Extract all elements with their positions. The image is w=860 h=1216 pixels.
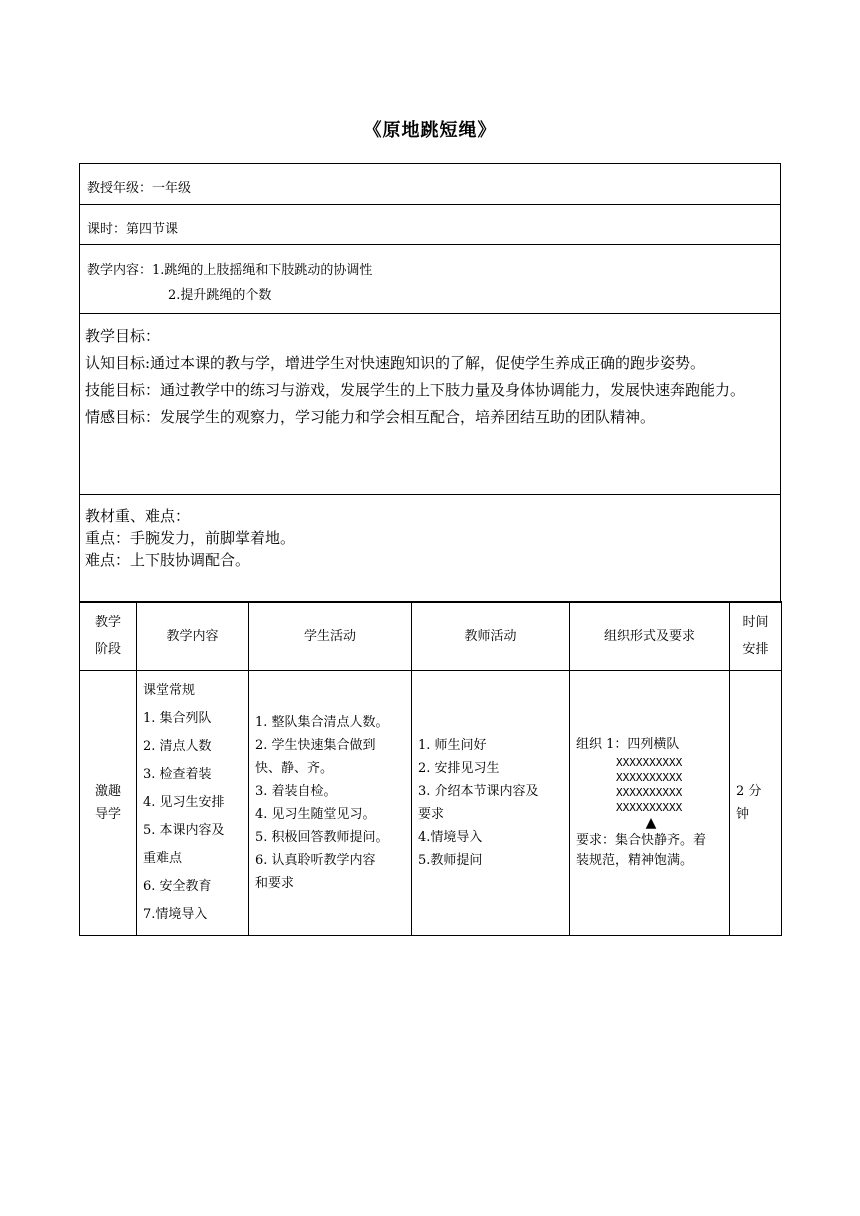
org-label: 组织 1：四列横队: [576, 737, 680, 752]
list-item: 4. 见习生安排: [143, 795, 225, 810]
content-line-2: 2.提升跳绳的个数: [168, 288, 272, 303]
list-item: 要求: [418, 807, 445, 822]
content-cell: [137, 671, 249, 936]
formation-row: XXXXXXXXXX: [616, 801, 683, 814]
lesson-plan-table: [79, 601, 782, 936]
list-item: 2. 清点人数: [143, 739, 212, 754]
list-item: 6. 认真聆听教学内容: [255, 853, 376, 868]
org-requirement-line-1: 要求：集合快静齐。着: [576, 833, 707, 848]
lesson-text: 课时：第四节课: [87, 222, 179, 237]
list-item: 4.情境导入: [418, 830, 483, 845]
list-item: 3. 着装自检。: [255, 784, 337, 799]
time-cell: [730, 671, 782, 936]
grade-text: 教授年级：一年级: [87, 181, 192, 196]
header-org: 组织形式及要求: [570, 602, 730, 671]
header-student: 学生活动: [249, 602, 412, 671]
keypoints-heading: 教材重、难点：: [85, 507, 191, 525]
keypoints-row: [80, 495, 780, 603]
list-item: 2. 学生快速集合做到: [255, 738, 376, 753]
header-time-line-1: 时间: [742, 615, 769, 630]
lesson-info-box: [79, 163, 781, 603]
formation-row: XXXXXXXXXX: [616, 756, 683, 769]
time-line-2: 钟: [736, 807, 750, 822]
header-teacher: 教师活动: [412, 602, 570, 671]
student-cell: [249, 671, 412, 936]
list-item: 1. 集合列队: [143, 711, 212, 726]
list-item: 5. 积极回答教师提问。: [255, 830, 389, 845]
header-stage-line-2: 阶段: [94, 642, 121, 657]
goals-heading: 教学目标：: [85, 327, 161, 345]
lesson-row: [80, 205, 780, 245]
list-item: 课堂常规: [143, 683, 196, 698]
table-header-row: [80, 602, 782, 671]
content-row: [80, 245, 780, 314]
list-item: 1. 师生问好: [418, 738, 487, 753]
page-title: 《原地跳短绳》: [363, 120, 497, 141]
list-item: 和要求: [255, 876, 295, 891]
header-content: 教学内容: [137, 602, 249, 671]
goal-emotion: 情感目标：发展学生的观察力，学习能力和学会相互配合，培养团结互助的团队精神。: [85, 408, 656, 426]
header-stage-line-1: 教学: [94, 615, 121, 630]
keypoint-difficulty: 难点：上下肢协调配合。: [85, 551, 251, 569]
list-item: 3. 检查着装: [143, 767, 212, 782]
list-item: 重难点: [143, 851, 183, 866]
list-item: 3. 介绍本节课内容及: [418, 784, 539, 799]
goal-cognitive: 认知目标:通过本课的教与学，增进学生对快速跑知识的了解，促使学生养成正确的跑步姿势。: [85, 354, 706, 372]
table-row: [80, 671, 782, 936]
header-time-line-2: 安排: [742, 642, 769, 657]
stage-line-2: 导学: [94, 807, 121, 822]
stage-cell: [80, 671, 137, 936]
time-line-1: 2 分: [736, 784, 762, 799]
content-line-1: 教学内容：1.跳绳的上肢摇绳和下肢跳动的协调性: [87, 263, 373, 278]
header-stage: [80, 602, 137, 671]
list-item: 5. 本课内容及: [143, 823, 225, 838]
list-item: 5.教师提问: [418, 853, 483, 868]
header-time: [730, 602, 782, 671]
keypoint-focus: 重点：手腕发力，前脚掌着地。: [85, 529, 296, 547]
formation-row: XXXXXXXXXX: [616, 771, 683, 784]
list-item: 1. 整队集合清点人数。: [255, 715, 389, 730]
list-item: 2. 安排见习生: [418, 761, 500, 776]
teacher-position-icon: ▲: [645, 815, 657, 831]
stage-line-1: 激趣: [94, 784, 121, 799]
org-cell: [570, 671, 730, 936]
teacher-cell: [412, 671, 570, 936]
list-item: 6. 安全教育: [143, 879, 212, 894]
org-requirement-line-2: 装规范，精神饱满。: [576, 853, 694, 868]
list-item: 4. 见习生随堂见习。: [255, 807, 376, 822]
list-item: 7.情境导入: [143, 907, 208, 922]
grade-row: [80, 164, 780, 205]
list-item: 快、静、齐。: [255, 761, 334, 776]
formation-row: XXXXXXXXXX: [616, 786, 683, 799]
goal-skill: 技能目标：通过教学中的练习与游戏，发展学生的上下肢力量及身体协调能力，发展快速奔跑能力。: [85, 381, 746, 399]
goals-row: [80, 314, 780, 495]
